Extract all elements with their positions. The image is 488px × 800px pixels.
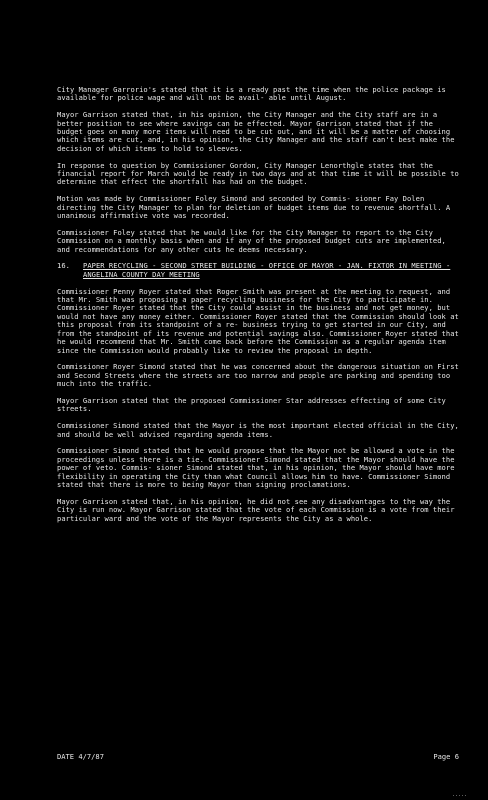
paragraph: Mayor Garrison stated that the proposed Commissioner Star addresses effecting of some City streets. bbox=[57, 395, 446, 414]
page-number: Page 6 bbox=[433, 752, 459, 761]
section-number: 16. bbox=[57, 261, 70, 271]
paragraph: Commissioner Simond stated that he would propose that the Mayor not be allowed a vote in the proceedings unless there is a tie. Commissioner Simond stated that the Mayor should have the power of veto. Commis- sioner Simond stated that, in his opinion, the Mayor should have more flexibility in operating the City than what Council allows him to have. Commissioner Simond stated that there is more to being Mayor than signing proclamations. bbox=[57, 446, 455, 489]
paragraph: Commissioner Royer Simond stated that he was concerned about the dangerous situation on First and Second Streets where the streets are too narrow and people are parking and spending too much into the traffic. bbox=[57, 362, 459, 389]
minutes-body bbox=[57, 86, 459, 531]
paragraph: Commissioner Penny Royer stated that Roger Smith was present at the meeting to request, and that Mr. Smith was proposing a paper recycling business for the City to participate in. Commissioner Royer stated that the City could assist in the business and not get money, but would not have any money either. Commissioner Royer stated that the Commission should look at this proposal from its standpoint of a re- business trying to get started in our City, and from the standpoint of its revenue and potential savings also. Commissioner Royer stated that he would recommend that Mr. Smith come back before the Commission as a regular agenda item since the Commission would probably like to review the proposal in depth. bbox=[57, 286, 459, 355]
paragraph: Commissioner Simond stated that the Mayor is the most important elected official in the City, and should be well advised regarding agenda items. bbox=[57, 421, 459, 439]
paragraph: Motion was made by Commissioner Foley Simond and seconded by Commis- sioner Fay Dolen directing the City Manager to plan for deletion of budget items due to revenue shortfall. A unanimous affirmative vote was recorded. bbox=[57, 194, 451, 221]
paragraph: In response to question by Commissioner Gordon, City Manager Lenorthgle states that the financial report for March would be ready in two days and at that time it will be possible to determine that effect the shortfall has had on the budget. bbox=[57, 160, 459, 187]
footer-date: DATE 4/7/87 bbox=[57, 752, 104, 761]
paragraph: City Manager Garrorio's stated that it is a ready past the time when the police package is available for police wage and will not be avail- able until August. bbox=[57, 85, 446, 103]
section-heading bbox=[57, 262, 459, 279]
paragraph: Mayor Garrison stated that, in his opinion, the City Manager and the City staff are in a better position to see where savings can be effected. Mayor Garrison stated that if the budget goes on many more items will need to be cut out, and it will be a matter of choosing which items are cut, and, in his opinion, the City Manager and the staff can't best make the decision of which items to hold to sleeves. bbox=[57, 110, 455, 153]
page-footer bbox=[57, 752, 459, 761]
paragraph: Commissioner Foley stated that he would like for the City Manager to report to the City Commission on a monthly basis when and if any of the proposed budget cuts are implemented, and recommendations for any other cuts he deems necessary. bbox=[57, 227, 446, 254]
section-title: PAPER RECYCLING - SECOND STREET BUILDING - OFFICE OF MAYOR - JAN. FIXTOR IN MEETING - ANGELINA COUNTY DAY MEETING bbox=[83, 261, 451, 279]
paragraph: Mayor Garrison stated that, in his opinion, he did not see any disadvantages to the way the City is run now. Mayor Garrison stated that the vote of each Commission is a vote from their particular ward and the vote of the Mayor represents the City as a whole. bbox=[57, 496, 455, 523]
scan-artifact: ..... bbox=[452, 792, 468, 798]
